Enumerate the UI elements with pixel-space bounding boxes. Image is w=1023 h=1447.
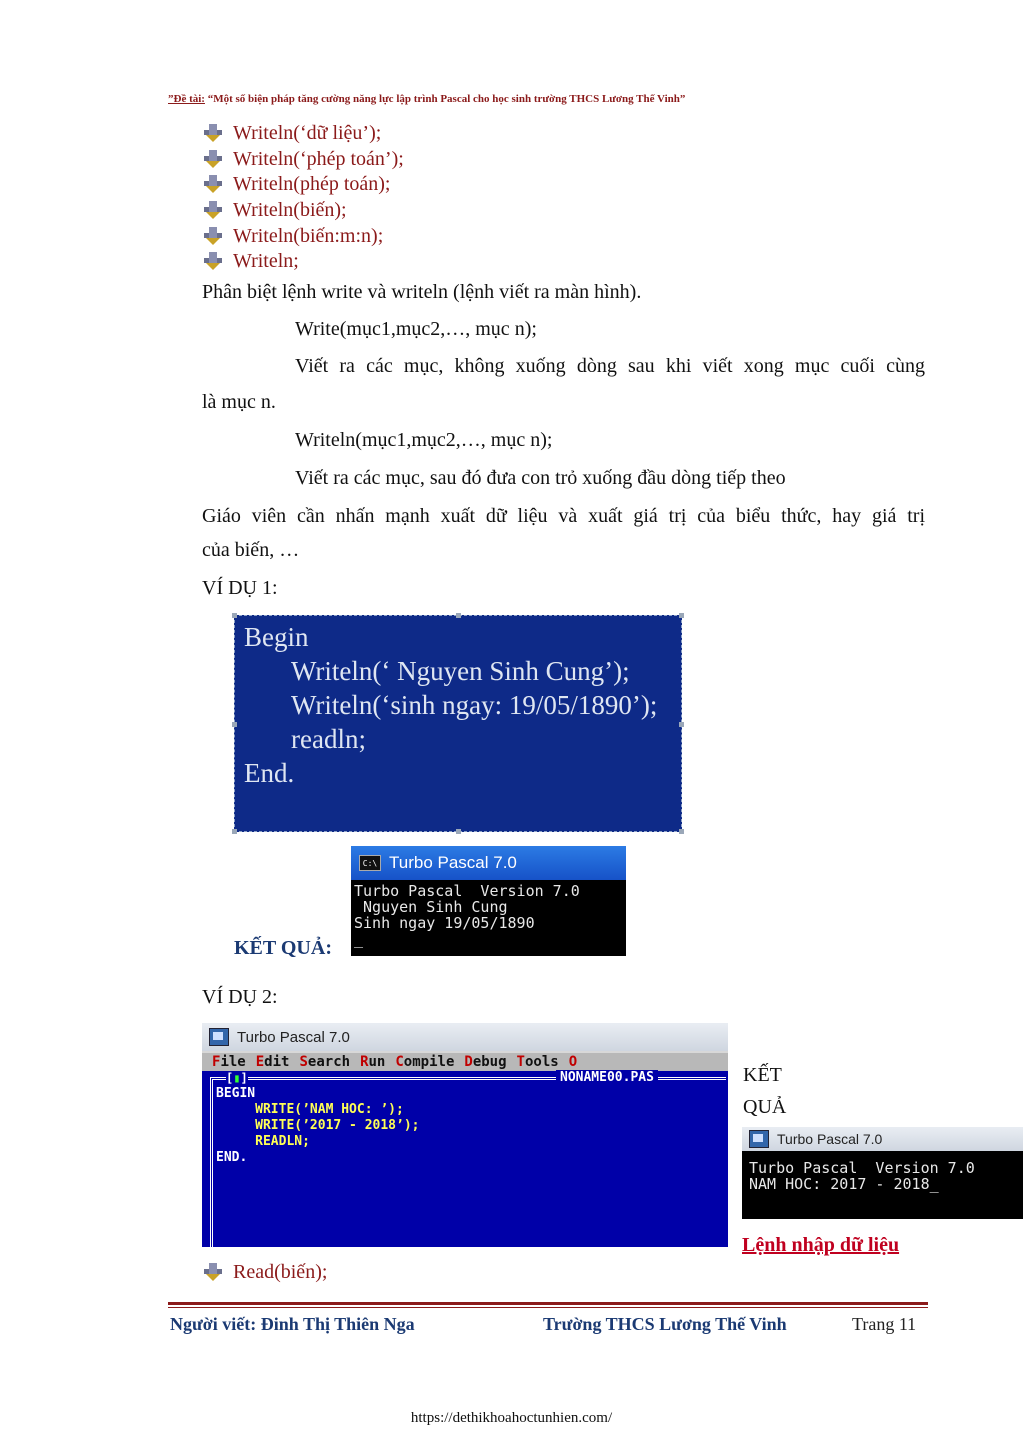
code-line: READLN; <box>216 1134 310 1149</box>
down-arrow-bullet-icon <box>204 124 222 142</box>
ide-menu-item[interactable] <box>517 1054 559 1070</box>
console-line: NAM HOC: 2017 - 2018_ <box>749 1175 939 1193</box>
ide-menu-item[interactable] <box>395 1054 454 1070</box>
bullet-text: Writeln(biến); <box>233 198 347 221</box>
menu-hotkey: S <box>299 1054 308 1070</box>
bullet-text: Writeln; <box>233 249 299 272</box>
source-url[interactable]: https://dethikhoahoctunhien.com/ <box>410 1410 613 1426</box>
ide-menu-item[interactable] <box>212 1054 246 1070</box>
bracket-left: [ <box>226 1071 234 1085</box>
ide-menu-item[interactable] <box>256 1054 290 1070</box>
bullet-item <box>204 171 390 197</box>
teacher-note-cont: của biến, … <box>202 539 300 561</box>
menu-hotkey: F <box>212 1054 221 1070</box>
console-cursor: _ <box>354 930 364 948</box>
teacher-note: Giáo viên cần nhấn mạnh xuất dữ liệu và xuất giá trị của biểu thức, hay giá trị <box>202 505 925 527</box>
pascal-app-icon <box>749 1130 769 1148</box>
pascal-app-icon <box>209 1028 229 1046</box>
result-label-1: KẾT QUẢ: <box>234 937 332 959</box>
menu-label: ools <box>524 1054 559 1070</box>
console-title: Turbo Pascal 7.0 <box>389 853 517 872</box>
bullet-item <box>204 197 347 223</box>
code-line: END. <box>216 1150 248 1165</box>
console-titlebar <box>742 1127 1023 1151</box>
write-description-cont: là mục n. <box>202 391 276 413</box>
resize-handle <box>232 829 237 834</box>
footer-page-number: Trang 11 <box>852 1314 917 1334</box>
resize-handle <box>679 613 684 618</box>
down-arrow-bullet-icon <box>204 252 222 270</box>
bullet-item <box>204 146 404 172</box>
code-line: End. <box>244 758 295 788</box>
menu-label: ompile <box>403 1054 455 1070</box>
writeln-syntax: Writeln(mục1,mục2,…, mục n); <box>295 429 553 451</box>
menu-hotkey: D <box>464 1054 473 1070</box>
menu-hotkey: R <box>360 1054 369 1070</box>
code-line: readln; <box>291 724 366 754</box>
console-title: Turbo Pascal 7.0 <box>777 1131 883 1147</box>
footer-divider <box>168 1307 928 1308</box>
write-description: Viết ra các mục, không xuống dòng sau khi viết xong mục cuối cùng <box>295 355 925 377</box>
result-label-2b: QUẢ <box>743 1096 787 1118</box>
header-title: “Một số biện pháp tăng cường năng lực lập trình Pascal cho học sinh trường THCS Lương Thế Vinh” <box>207 93 686 105</box>
code-line: Begin <box>244 622 309 652</box>
down-arrow-bullet-icon <box>204 175 222 193</box>
menu-label: ile <box>220 1054 246 1070</box>
paragraph-distinguish: Phân biệt lệnh write và writeln (lệnh viết ra màn hình). <box>202 281 642 303</box>
writeln-description: Viết ra các mục, sau đó đưa con trỏ xuống đầu dòng tiếp theo <box>295 467 786 489</box>
resize-handle <box>679 829 684 834</box>
result-label-2a: KẾT <box>743 1064 782 1086</box>
code-line: BEGIN <box>216 1086 256 1101</box>
console-titlebar <box>351 846 626 880</box>
down-arrow-bullet-icon <box>204 201 222 219</box>
bullet-item <box>204 120 381 146</box>
console-line: Turbo Pascal Version 7.0 <box>354 882 580 900</box>
footer-school: Trường THCS Lương Thế Vinh <box>543 1314 787 1334</box>
code-line: WRITE(’2017 - 2018’); <box>216 1118 420 1133</box>
document-header <box>168 93 868 105</box>
menu-label: earch <box>307 1054 351 1070</box>
down-arrow-bullet-icon <box>204 150 222 168</box>
ide-title: Turbo Pascal 7.0 <box>237 1028 350 1046</box>
bracket-right: ] <box>240 1071 248 1085</box>
code-line: WRITE(’NAM HOC: ’); <box>216 1102 404 1117</box>
section-heading: Lệnh nhập dữ liệu <box>742 1234 900 1256</box>
code-line: Writeln(‘sinh ngay: 19/05/1890’); <box>291 690 658 720</box>
ide-menu-item[interactable] <box>299 1054 350 1070</box>
console-line: Turbo Pascal Version 7.0 <box>749 1159 975 1177</box>
header-lead: ”Đề tài: <box>168 93 205 105</box>
menu-hotkey: O <box>568 1054 578 1070</box>
menu-hotkey: T <box>516 1054 525 1070</box>
menu-label: ebug <box>472 1054 507 1070</box>
ide-titlebar <box>202 1023 728 1051</box>
ide-menu-item[interactable] <box>569 1054 577 1070</box>
resize-handle <box>232 613 237 618</box>
turbo-pascal-ide <box>202 1023 728 1247</box>
resize-handle <box>232 722 237 727</box>
resize-handle <box>456 613 461 618</box>
console-line: Sinh ngay 19/05/1890 <box>354 914 535 932</box>
example-1-code-image <box>234 615 682 832</box>
bullet-text: Writeln(biến:m:n); <box>233 224 384 247</box>
bullet-text: Writeln(‘phép toán’); <box>233 147 404 170</box>
console-line: Nguyen Sinh Cung <box>354 898 508 916</box>
footer-author: Người viết: Đinh Thị Thiên Nga <box>170 1314 415 1334</box>
footer-divider <box>168 1302 928 1305</box>
window-close-box <box>226 1071 248 1085</box>
down-arrow-bullet-icon <box>204 1263 222 1281</box>
resize-handle <box>679 722 684 727</box>
close-box-icon: ▮ <box>233 1071 241 1085</box>
menu-hotkey: C <box>395 1054 404 1070</box>
bullet-text: Writeln(phép toán); <box>233 172 391 195</box>
ide-menubar <box>202 1051 728 1071</box>
bullet-item <box>204 248 299 274</box>
bullet-text: Read(biến); <box>233 1260 328 1283</box>
bullet-text: Writeln(‘dữ liệu’); <box>233 121 382 144</box>
menu-hotkey: E <box>255 1054 265 1070</box>
editor-filename: NONAME00.PAS <box>556 1070 658 1085</box>
ide-menu-item[interactable] <box>360 1054 385 1070</box>
bullet-item <box>204 223 383 249</box>
bullet-item-read <box>204 1259 327 1285</box>
example-1-label: VÍ DỤ 1: <box>202 577 278 599</box>
resize-handle <box>456 829 461 834</box>
code-line: Writeln(‘ Nguyen Sinh Cung’); <box>291 656 630 686</box>
cmd-icon: C:\ <box>359 855 381 871</box>
menu-label: dit <box>264 1054 290 1070</box>
menu-label: un <box>368 1054 386 1070</box>
ide-menu-item[interactable] <box>464 1054 506 1070</box>
example-2-label: VÍ DỤ 2: <box>202 986 278 1008</box>
write-syntax: Write(mục1,mục2,…, mục n); <box>295 318 537 340</box>
down-arrow-bullet-icon <box>204 227 222 245</box>
turbo-console-2 <box>742 1127 1023 1219</box>
turbo-console-1 <box>351 846 626 956</box>
